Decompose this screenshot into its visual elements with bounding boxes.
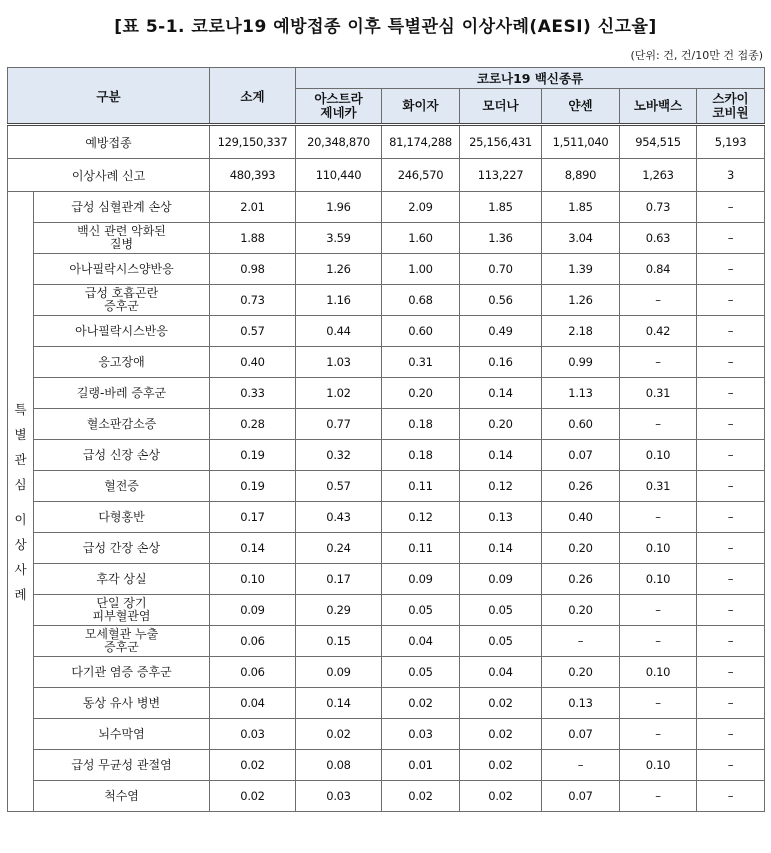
aesi-cell: 0.15	[296, 626, 382, 657]
aesi-cell: –	[697, 719, 765, 750]
table-row	[8, 316, 765, 347]
aesi-cell: –	[697, 564, 765, 595]
aesi-cell: –	[620, 688, 697, 719]
table-row	[8, 285, 765, 316]
aesi-row-label: 급성 심혈관계 손상	[34, 192, 210, 223]
aesi-cell: 0.13	[542, 688, 620, 719]
summary-row-label: 예방접종	[8, 125, 210, 159]
aesi-cell: 0.02	[460, 688, 542, 719]
aesi-cell: 0.31	[620, 378, 697, 409]
aesi-cell: 0.77	[296, 409, 382, 440]
aesi-cell: 0.05	[460, 595, 542, 626]
aesi-cell: –	[697, 440, 765, 471]
table-row	[8, 688, 765, 719]
aesi-cell: 0.05	[382, 595, 460, 626]
aesi-cell: 0.03	[210, 719, 296, 750]
aesi-cell: 0.98	[210, 254, 296, 285]
aesi-cell: 0.32	[296, 440, 382, 471]
aesi-cell: 0.56	[460, 285, 542, 316]
vaccine-header-5: 스카이 코비원	[697, 89, 765, 125]
aesi-row-label: 길랭-바레 증후군	[34, 378, 210, 409]
aesi-row-label: 다형홍반	[34, 502, 210, 533]
summary-cell: 81,174,288	[382, 125, 460, 159]
aesi-cell: 0.44	[296, 316, 382, 347]
aesi-cell: 0.02	[210, 750, 296, 781]
aesi-row-label: 동상 유사 병변	[34, 688, 210, 719]
aesi-cell: 0.11	[382, 471, 460, 502]
aesi-cell: –	[697, 626, 765, 657]
aesi-cell: 0.02	[210, 781, 296, 812]
summary-cell: 1,263	[620, 159, 697, 192]
aesi-cell: 1.02	[296, 378, 382, 409]
aesi-cell: 1.03	[296, 347, 382, 378]
aesi-cell: 0.07	[542, 440, 620, 471]
aesi-cell: 0.10	[620, 440, 697, 471]
table-row	[8, 440, 765, 471]
aesi-cell: 0.33	[210, 378, 296, 409]
aesi-cell: 0.02	[460, 781, 542, 812]
aesi-cell: 0.17	[296, 564, 382, 595]
aesi-cell: 1.85	[460, 192, 542, 223]
table-row	[8, 595, 765, 626]
aesi-row-label: 아나필락시스반응	[34, 316, 210, 347]
table-row	[8, 254, 765, 285]
aesi-cell: –	[697, 781, 765, 812]
aesi-cell: 0.09	[382, 564, 460, 595]
aesi-cell: 0.28	[210, 409, 296, 440]
aesi-cell: 0.10	[210, 564, 296, 595]
aesi-cell: 0.10	[620, 564, 697, 595]
aesi-cell: 0.08	[296, 750, 382, 781]
aesi-row-label: 아나필락시스양반응	[34, 254, 210, 285]
aesi-cell: –	[542, 750, 620, 781]
aesi-row-label: 모세혈관 누출 증후군	[34, 626, 210, 657]
aesi-cell: –	[697, 750, 765, 781]
aesi-row-label: 후각 상실	[34, 564, 210, 595]
aesi-cell: 0.14	[460, 440, 542, 471]
aesi-cell: 0.20	[542, 533, 620, 564]
aesi-cell: 1.60	[382, 223, 460, 254]
aesi-cell: 0.01	[382, 750, 460, 781]
aesi-cell: 0.02	[460, 750, 542, 781]
summary-row	[8, 125, 765, 159]
aesi-cell: 0.40	[210, 347, 296, 378]
aesi-table	[7, 67, 765, 812]
aesi-cell: 3.04	[542, 223, 620, 254]
summary-cell: 25,156,431	[460, 125, 542, 159]
aesi-cell: 2.01	[210, 192, 296, 223]
aesi-cell: 0.18	[382, 440, 460, 471]
aesi-cell: 0.09	[296, 657, 382, 688]
aesi-cell: 3.59	[296, 223, 382, 254]
aesi-cell: –	[620, 409, 697, 440]
table-row	[8, 564, 765, 595]
aesi-cell: –	[697, 688, 765, 719]
aesi-cell: 0.63	[620, 223, 697, 254]
aesi-cell: 0.14	[296, 688, 382, 719]
aesi-cell: 2.09	[382, 192, 460, 223]
aesi-cell: 0.43	[296, 502, 382, 533]
aesi-group-label-bottom: 이상사례	[14, 511, 27, 602]
aesi-row-label: 응고장애	[34, 347, 210, 378]
aesi-cell: –	[620, 719, 697, 750]
aesi-cell: 0.14	[460, 533, 542, 564]
vaccine-header-4: 노바백스	[620, 89, 697, 125]
aesi-cell: 0.10	[620, 533, 697, 564]
aesi-row-label: 다기관 염증 증후군	[34, 657, 210, 688]
aesi-cell: 0.13	[460, 502, 542, 533]
aesi-cell: 0.40	[542, 502, 620, 533]
aesi-row-label: 단일 장기 피부혈관염	[34, 595, 210, 626]
aesi-cell: 0.10	[620, 657, 697, 688]
aesi-row-label: 급성 무균성 관절염	[34, 750, 210, 781]
aesi-cell: 0.14	[210, 533, 296, 564]
aesi-group-label-top: 특별관심	[14, 401, 27, 492]
aesi-cell: 0.49	[460, 316, 542, 347]
aesi-cell: –	[697, 254, 765, 285]
aesi-row-label: 백신 관련 악화된 질병	[34, 223, 210, 254]
table-row	[8, 502, 765, 533]
aesi-cell: –	[697, 657, 765, 688]
aesi-cell: 0.20	[542, 595, 620, 626]
vaccine-group-header: 코로나19 백신종류	[296, 68, 765, 89]
aesi-row-label: 급성 신장 손상	[34, 440, 210, 471]
aesi-cell: –	[620, 595, 697, 626]
aesi-cell: 1.36	[460, 223, 542, 254]
aesi-cell: –	[620, 626, 697, 657]
aesi-cell: –	[697, 192, 765, 223]
aesi-cell: –	[697, 378, 765, 409]
table-row	[8, 533, 765, 564]
aesi-cell: 0.07	[542, 719, 620, 750]
aesi-cell: 0.57	[296, 471, 382, 502]
summary-cell: 113,227	[460, 159, 542, 192]
aesi-cell: 0.84	[620, 254, 697, 285]
aesi-cell: –	[697, 223, 765, 254]
aesi-cell: 0.17	[210, 502, 296, 533]
table-row	[8, 409, 765, 440]
table-row	[8, 378, 765, 409]
aesi-cell: –	[620, 781, 697, 812]
aesi-cell: 0.11	[382, 533, 460, 564]
aesi-cell: –	[697, 595, 765, 626]
aesi-cell: 1.39	[542, 254, 620, 285]
summary-cell: 8,890	[542, 159, 620, 192]
aesi-cell: 0.05	[382, 657, 460, 688]
aesi-cell: 0.04	[210, 688, 296, 719]
aesi-cell: 0.04	[382, 626, 460, 657]
aesi-cell: 0.70	[460, 254, 542, 285]
aesi-cell: 0.26	[542, 471, 620, 502]
table-row	[8, 223, 765, 254]
aesi-cell: 0.24	[296, 533, 382, 564]
aesi-cell: 0.05	[460, 626, 542, 657]
aesi-cell: 0.02	[382, 688, 460, 719]
table-title: [표 5-1. 코로나19 예방접종 이후 특별관심 이상사례(AESI) 신고율]	[114, 17, 657, 37]
table-row	[8, 781, 765, 812]
aesi-cell: 0.57	[210, 316, 296, 347]
aesi-cell: 0.19	[210, 440, 296, 471]
aesi-cell: 1.26	[542, 285, 620, 316]
aesi-group-label	[8, 192, 34, 812]
aesi-row-label: 혈소판감소증	[34, 409, 210, 440]
table-row	[8, 719, 765, 750]
aesi-cell: 0.42	[620, 316, 697, 347]
aesi-cell: 0.19	[210, 471, 296, 502]
vaccine-header-3: 얀센	[542, 89, 620, 125]
aesi-cell: 0.31	[382, 347, 460, 378]
aesi-cell: –	[697, 347, 765, 378]
aesi-cell: 0.60	[382, 316, 460, 347]
aesi-cell: 0.26	[542, 564, 620, 595]
vaccine-header-1: 화이자	[382, 89, 460, 125]
aesi-cell: 0.31	[620, 471, 697, 502]
aesi-cell: 0.03	[382, 719, 460, 750]
aesi-cell: 0.02	[296, 719, 382, 750]
summary-cell: 1,511,040	[542, 125, 620, 159]
aesi-cell: 1.00	[382, 254, 460, 285]
aesi-cell: –	[620, 347, 697, 378]
summary-cell: 110,440	[296, 159, 382, 192]
summary-row	[8, 159, 765, 192]
summary-cell: 129,150,337	[210, 125, 296, 159]
aesi-row-label: 혈전증	[34, 471, 210, 502]
table-row	[8, 471, 765, 502]
aesi-cell: 0.03	[296, 781, 382, 812]
summary-cell: 20,348,870	[296, 125, 382, 159]
vaccine-header-0: 아스트라 제네카	[296, 89, 382, 125]
aesi-cell: –	[620, 285, 697, 316]
aesi-cell: 1.13	[542, 378, 620, 409]
table-row	[8, 750, 765, 781]
aesi-cell: 0.12	[460, 471, 542, 502]
aesi-cell: 1.85	[542, 192, 620, 223]
aesi-cell: 0.06	[210, 626, 296, 657]
aesi-cell: 0.99	[542, 347, 620, 378]
aesi-cell: 0.09	[460, 564, 542, 595]
aesi-cell: 0.73	[620, 192, 697, 223]
aesi-cell: –	[697, 471, 765, 502]
summary-cell: 480,393	[210, 159, 296, 192]
aesi-cell: 0.04	[460, 657, 542, 688]
aesi-cell: 0.29	[296, 595, 382, 626]
aesi-cell: 0.02	[382, 781, 460, 812]
aesi-cell: –	[697, 285, 765, 316]
summary-cell: 5,193	[697, 125, 765, 159]
aesi-cell: –	[697, 502, 765, 533]
aesi-cell: –	[542, 626, 620, 657]
aesi-cell: 1.88	[210, 223, 296, 254]
summary-row-label: 이상사례 신고	[8, 159, 210, 192]
summary-cell: 246,570	[382, 159, 460, 192]
table-row	[8, 347, 765, 378]
aesi-cell: 0.16	[460, 347, 542, 378]
category-header: 구분	[8, 68, 210, 125]
aesi-cell: 0.60	[542, 409, 620, 440]
aesi-cell: 1.26	[296, 254, 382, 285]
summary-cell: 3	[697, 159, 765, 192]
aesi-cell: –	[620, 502, 697, 533]
table-row	[8, 657, 765, 688]
aesi-cell: 0.20	[542, 657, 620, 688]
subtotal-header: 소계	[210, 68, 296, 125]
aesi-row-label: 급성 간장 손상	[34, 533, 210, 564]
aesi-cell: 0.06	[210, 657, 296, 688]
aesi-cell: 0.68	[382, 285, 460, 316]
aesi-cell: –	[697, 316, 765, 347]
aesi-cell: 0.14	[460, 378, 542, 409]
aesi-cell: 0.02	[460, 719, 542, 750]
unit-note: (단위: 건, 건/10만 건 접종)	[630, 49, 763, 62]
aesi-cell: 0.20	[382, 378, 460, 409]
summary-cell: 954,515	[620, 125, 697, 159]
vaccine-header-2: 모더나	[460, 89, 542, 125]
aesi-row-label: 뇌수막염	[34, 719, 210, 750]
aesi-row-label: 척수염	[34, 781, 210, 812]
table-row	[8, 192, 765, 223]
table-row	[8, 626, 765, 657]
aesi-cell: 0.10	[620, 750, 697, 781]
aesi-cell: 0.12	[382, 502, 460, 533]
aesi-cell: 0.20	[460, 409, 542, 440]
aesi-cell: 0.09	[210, 595, 296, 626]
aesi-cell: 0.73	[210, 285, 296, 316]
aesi-cell: 1.16	[296, 285, 382, 316]
aesi-cell: –	[697, 533, 765, 564]
aesi-cell: 0.18	[382, 409, 460, 440]
aesi-cell: 0.07	[542, 781, 620, 812]
aesi-cell: –	[697, 409, 765, 440]
aesi-cell: 1.96	[296, 192, 382, 223]
aesi-row-label: 급성 호흡곤란 증후군	[34, 285, 210, 316]
aesi-cell: 2.18	[542, 316, 620, 347]
